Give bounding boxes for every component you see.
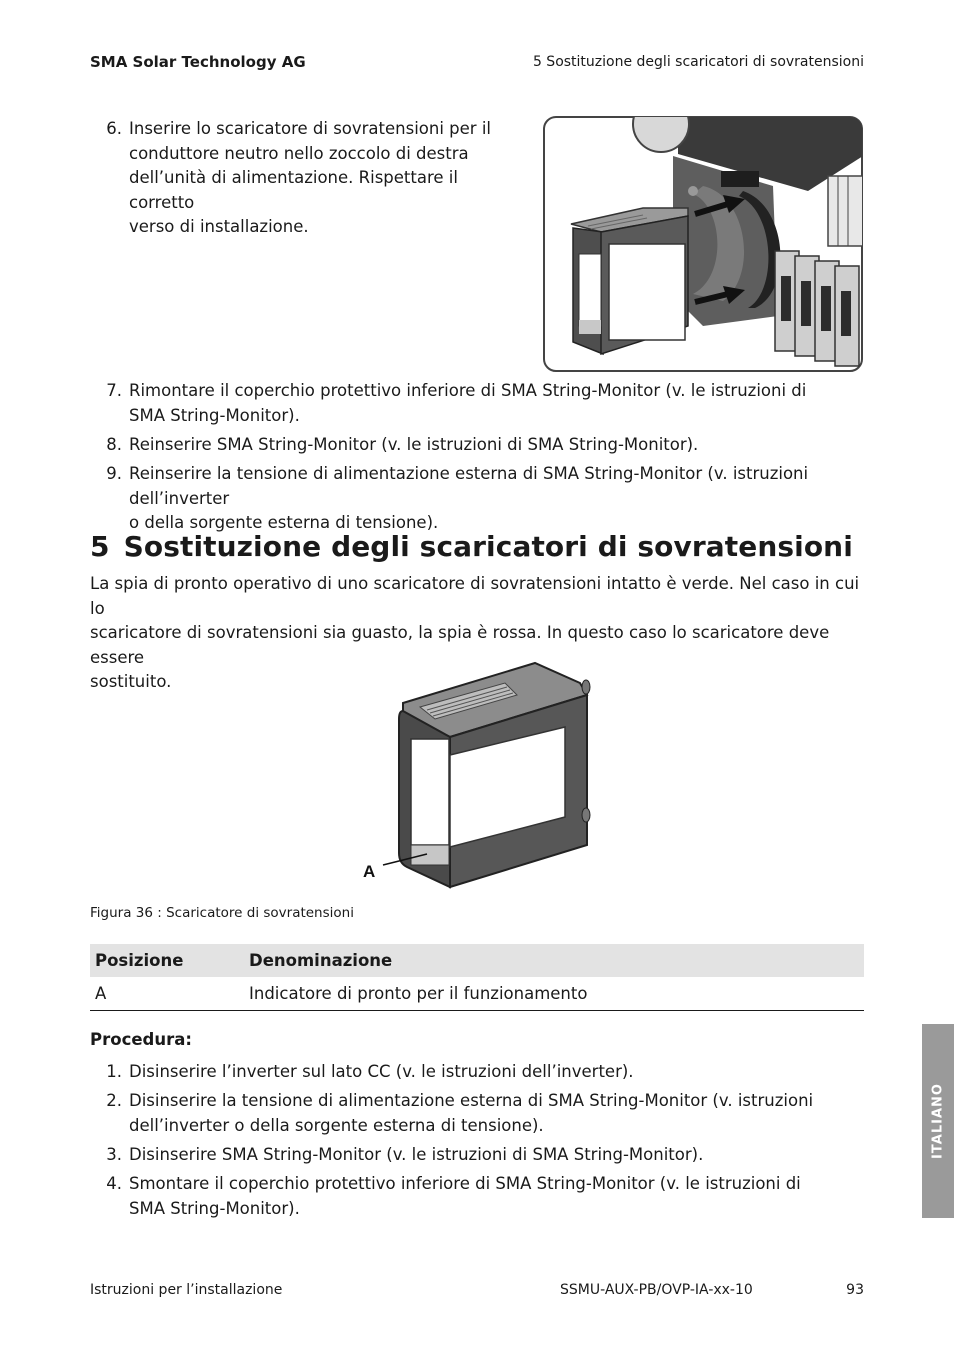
step-text: Smontare il coperchio protettivo inferiore di SMA String-Monitor (v. le istruzioni di SMA String-Monitor). <box>129 1174 801 1218</box>
step-number: 3. <box>106 1145 122 1164</box>
surge-arrester-illustration <box>355 655 605 890</box>
page-number: 93 <box>846 1282 864 1298</box>
step-number: 7. <box>106 381 122 400</box>
step-number: 9. <box>106 464 122 483</box>
header-company: SMA Solar Technology AG <box>90 53 306 71</box>
section-heading <box>90 530 853 563</box>
installation-illustration <box>543 116 863 372</box>
header-section: 5 Sostituzione degli scaricatori di sovratensioni <box>532 54 864 70</box>
legend-table <box>90 944 864 1011</box>
step-7 <box>90 379 870 429</box>
step-text: Disinserire l’inverter sul lato CC (v. le istruzioni dell’inverter). <box>129 1062 634 1081</box>
step-number: 2. <box>106 1091 122 1110</box>
procedure-step-4 <box>90 1172 870 1222</box>
procedure-title: Procedura: <box>90 1030 192 1049</box>
column-header: Denominazione <box>244 944 864 977</box>
language-tab-label: ITALIANO <box>930 1083 946 1159</box>
procedure-step-1 <box>90 1060 870 1086</box>
table-cell: A <box>90 977 244 1011</box>
step-9 <box>90 462 880 532</box>
section-title: Sostituzione degli scaricatori di sovratensioni <box>123 530 853 563</box>
section-number: 5 <box>90 530 110 563</box>
table-header-row <box>90 944 864 977</box>
language-tab <box>922 1024 954 1218</box>
table-cell: Indicatore di pronto per il funzionamento <box>244 977 864 1011</box>
procedure-step-2 <box>90 1089 870 1139</box>
step-text: Disinserire la tensione di alimentazione esterna di SMA String-Monitor (v. istruzioni dell’inverter o della sorgente esterna di tensione). <box>129 1091 814 1135</box>
step-number: 1. <box>106 1062 122 1081</box>
step-6 <box>90 117 510 236</box>
procedure-step-3 <box>90 1143 870 1169</box>
step-number: 8. <box>106 435 122 454</box>
figure-caption: Figura 36 : Scaricatore di sovratensioni <box>90 905 354 921</box>
section-intro: La spia di pronto operativo di uno scaricatore di sovratensioni intatto è verde. Nel caso in cui lo scaricatore di sovratensioni sia guasto, la spia è rossa. In questo caso lo scaricatore deve essere sostituito. <box>90 574 860 691</box>
figure-label-a: A <box>363 862 376 881</box>
step-text: Reinserire SMA String-Monitor (v. le istruzioni di SMA String-Monitor). <box>129 435 699 454</box>
footer-doc-title: Istruzioni per l’installazione <box>90 1282 283 1298</box>
table-row <box>90 977 864 1011</box>
step-number: 6. <box>106 119 122 138</box>
step-text: Inserire lo scaricatore di sovratensioni per il conduttore neutro nello zoccolo di destra dell’unità di alimentazione. Rispettare il corretto verso di installazione. <box>129 119 492 236</box>
column-header: Posizione <box>90 944 244 977</box>
step-8 <box>90 433 870 459</box>
footer-doc-code: SSMU-AUX-PB/OVP-IA-xx-10 <box>560 1282 753 1298</box>
step-number: 4. <box>106 1174 122 1193</box>
step-text: Disinserire SMA String-Monitor (v. le istruzioni di SMA String-Monitor). <box>129 1145 704 1164</box>
step-text: Rimontare il coperchio protettivo inferiore di SMA String-Monitor (v. le istruzioni di SMA String-Monitor). <box>129 381 807 425</box>
step-text: Reinserire la tensione di alimentazione esterna di SMA String-Monitor (v. istruzioni dell’inverter o della sorgente esterna di tensione). <box>129 464 809 532</box>
